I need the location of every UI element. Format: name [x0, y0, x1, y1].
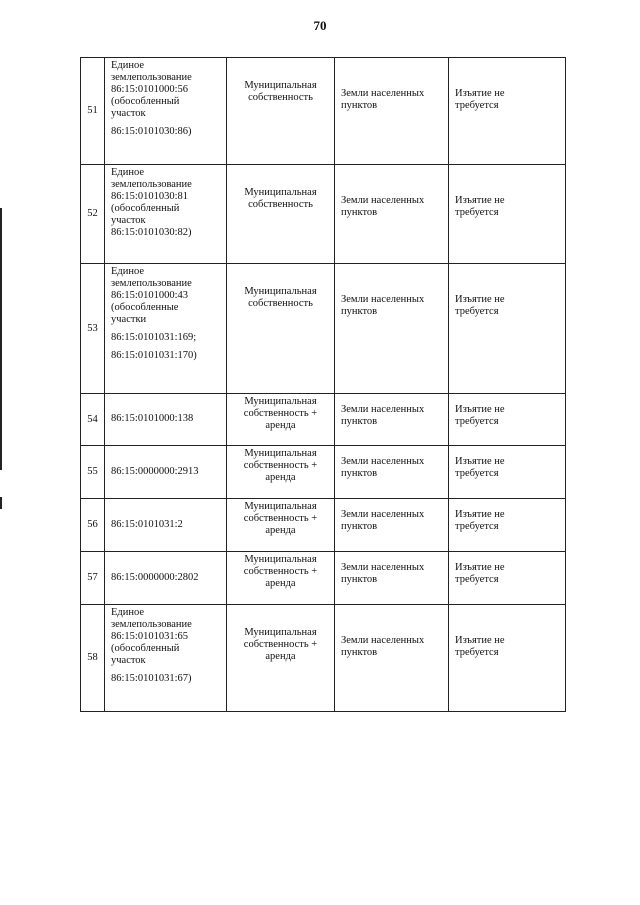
table-row: [81, 605, 566, 712]
ownership-line: аренда: [265, 651, 296, 662]
seizure-cell: [449, 552, 566, 605]
seizure-line: требуется: [455, 521, 499, 532]
cadastral-line: (обособленные: [111, 302, 179, 313]
seizure-line: Изъятие не: [455, 195, 505, 206]
ownership-line: Муниципальная: [244, 286, 317, 297]
seizure-cell: [449, 394, 566, 446]
ownership-line: аренда: [265, 472, 296, 483]
table-row: [81, 165, 566, 264]
category-cell: [335, 605, 449, 712]
ownership-line: аренда: [265, 525, 296, 536]
cadastral-line: землепользование: [111, 179, 192, 190]
seizure-line: Изъятие не: [455, 404, 505, 415]
category-line: пунктов: [341, 100, 378, 111]
seizure-cell: [449, 165, 566, 264]
category-line: пунктов: [341, 647, 378, 658]
row-number: 53: [81, 264, 105, 394]
category-line: Земли населенных: [341, 562, 425, 573]
seizure-line: требуется: [455, 468, 499, 479]
row-number: 58: [81, 605, 105, 712]
ownership-line: Муниципальная: [244, 448, 317, 459]
row-number: 55: [81, 446, 105, 499]
cadastral-line: (обособленный: [111, 96, 180, 107]
cadastral-line: (обособленный: [111, 643, 180, 654]
ownership-line: Муниципальная: [244, 80, 317, 91]
ownership-line: собственность +: [243, 513, 318, 524]
seizure-cell: [449, 499, 566, 552]
seizure-line: требуется: [455, 574, 499, 585]
ownership-line: Муниципальная: [244, 396, 317, 407]
seizure-line: требуется: [455, 306, 499, 317]
seizure-line: Изъятие не: [455, 88, 505, 99]
cadastral-cell: [105, 58, 227, 165]
scan-edge-mark: [0, 208, 2, 470]
row-number: 56: [81, 499, 105, 552]
cadastral-line: участок: [111, 108, 146, 119]
ownership-cell: [227, 499, 335, 552]
cadastral-cell: [105, 165, 227, 264]
table-row: [81, 446, 566, 499]
table-row: [81, 58, 566, 165]
category-cell: [335, 165, 449, 264]
seizure-line: требуется: [455, 647, 499, 658]
ownership-line: собственность +: [243, 460, 318, 471]
ownership-cell: [227, 58, 335, 165]
cadastral-line: 86:15:0101000:56: [111, 84, 189, 95]
category-cell: [335, 264, 449, 394]
cadastral-cell: [105, 446, 227, 499]
seizure-cell: [449, 264, 566, 394]
row-number: 57: [81, 552, 105, 605]
ownership-line: Муниципальная: [244, 187, 317, 198]
category-cell: [335, 552, 449, 605]
cadastral-cell: [105, 499, 227, 552]
cadastral-line: землепользование: [111, 278, 192, 289]
table-row: [81, 552, 566, 605]
ownership-line: Муниципальная: [244, 554, 317, 565]
ownership-cell: [227, 446, 335, 499]
category-cell: [335, 446, 449, 499]
category-line: пунктов: [341, 207, 378, 218]
seizure-line: требуется: [455, 416, 499, 427]
category-cell: [335, 58, 449, 165]
cadastral-line: землепользование: [111, 619, 192, 630]
seizure-line: Изъятие не: [455, 294, 505, 305]
category-line: Земли населенных: [341, 456, 425, 467]
cadastral-line: 86:15:0101031:65: [111, 631, 189, 642]
cadastral-line: 86:15:0101031:2: [111, 518, 183, 530]
seizure-line: требуется: [455, 207, 499, 218]
ownership-cell: [227, 264, 335, 394]
seizure-line: Изъятие не: [455, 635, 505, 646]
cadastral-cell: [105, 394, 227, 446]
table-row: [81, 394, 566, 446]
category-line: Земли населенных: [341, 404, 425, 415]
cadastral-line: участок: [111, 655, 146, 666]
cadastral-cell: [105, 552, 227, 605]
seizure-cell: [449, 446, 566, 499]
row-number: 52: [81, 165, 105, 264]
cadastral-line: Единое: [111, 607, 145, 618]
page-number: 70: [313, 18, 327, 33]
category-cell: [335, 499, 449, 552]
ownership-line: собственность +: [243, 639, 318, 650]
row-number: 51: [81, 58, 105, 165]
cadastral-line: 86:15:0000000:2802: [111, 571, 199, 583]
cadastral-cell: [105, 264, 227, 394]
cadastral-line: 86:15:0101031:169;: [111, 332, 197, 343]
ownership-line: аренда: [265, 578, 296, 589]
seizure-line: требуется: [455, 100, 499, 111]
category-line: пунктов: [341, 468, 378, 479]
cadastral-line: Единое: [111, 266, 145, 277]
cadastral-line: 86:15:0101030:81: [111, 191, 189, 202]
cadastral-line: участки: [111, 314, 147, 325]
ownership-line: собственность +: [243, 566, 318, 577]
ownership-cell: [227, 552, 335, 605]
ownership-cell: [227, 605, 335, 712]
ownership-line: Муниципальная: [244, 627, 317, 638]
ownership-line: собственность: [248, 92, 313, 103]
row-number: 54: [81, 394, 105, 446]
category-line: пунктов: [341, 521, 378, 532]
category-line: Земли населенных: [341, 195, 425, 206]
category-line: Земли населенных: [341, 509, 425, 520]
ownership-line: аренда: [265, 420, 296, 431]
seizure-cell: [449, 58, 566, 165]
cadastral-cell: [105, 605, 227, 712]
ownership-line: собственность +: [243, 408, 318, 419]
ownership-cell: [227, 394, 335, 446]
cadastral-line: 86:15:0101030:86): [111, 126, 192, 137]
category-line: пунктов: [341, 574, 378, 585]
cadastral-line: землепользование: [111, 72, 192, 83]
category-line: пунктов: [341, 416, 378, 427]
cadastral-line: 86:15:0101031:170): [111, 350, 197, 361]
cadastral-line: 86:15:0101000:138: [111, 413, 194, 424]
category-cell: [335, 394, 449, 446]
land-plots-table: [80, 57, 566, 712]
category-line: Земли населенных: [341, 294, 425, 305]
ownership-line: Муниципальная: [244, 501, 317, 512]
seizure-line: Изъятие не: [455, 509, 505, 520]
cadastral-line: Единое: [111, 60, 145, 71]
cadastral-line: 86:15:0101000:43: [111, 290, 189, 301]
ownership-cell: [227, 165, 335, 264]
category-line: пунктов: [341, 306, 378, 317]
seizure-line: Изъятие не: [455, 562, 505, 573]
cadastral-line: (обособленный: [111, 203, 180, 214]
ownership-line: собственность: [248, 199, 313, 210]
seizure-line: Изъятие не: [455, 456, 505, 467]
ownership-line: собственность: [248, 298, 313, 309]
scan-edge-mark: [0, 497, 2, 509]
cadastral-line: участок: [111, 215, 146, 226]
category-line: Земли населенных: [341, 635, 425, 646]
seizure-cell: [449, 605, 566, 712]
cadastral-line: Единое: [111, 167, 145, 178]
table-row: [81, 264, 566, 394]
cadastral-line: 86:15:0000000:2913: [111, 465, 199, 477]
cadastral-line: 86:15:0101031:67): [111, 673, 192, 684]
category-line: Земли населенных: [341, 88, 425, 99]
cadastral-line: 86:15:0101030:82): [111, 227, 192, 238]
table-row: [81, 499, 566, 552]
